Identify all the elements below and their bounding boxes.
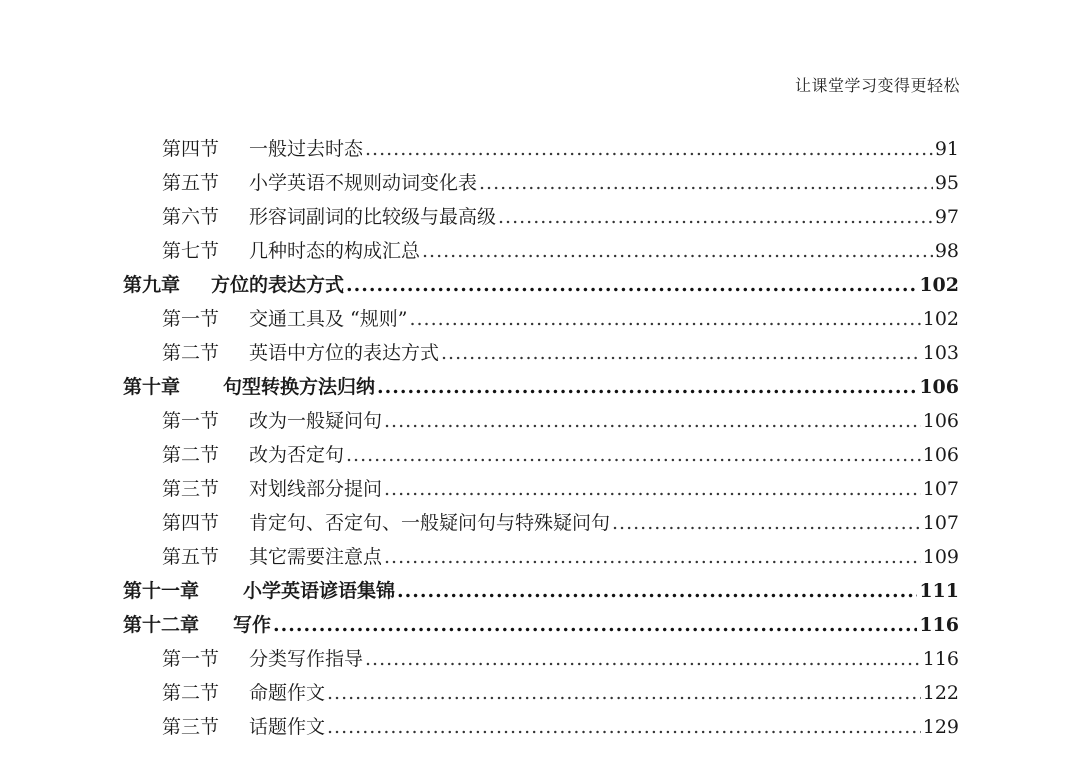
toc-entry-title: 英语中方位的表达方式 xyxy=(249,342,440,364)
toc-entry-page: 95 xyxy=(934,172,959,194)
toc-dot-leader xyxy=(384,540,921,574)
toc-entry xyxy=(162,710,959,744)
toc-entry-page: 98 xyxy=(934,240,959,262)
toc-dot-leader xyxy=(365,642,921,676)
toc-entry-title: 话题作文 xyxy=(249,716,326,738)
toc-dot-leader xyxy=(377,370,917,404)
toc-entry-title: 交通工具及 “规则” xyxy=(249,308,408,330)
toc-dot-leader xyxy=(327,676,921,710)
toc-dot-leader xyxy=(346,268,917,302)
toc-dot-leader xyxy=(422,234,933,268)
toc-entry xyxy=(162,200,959,234)
toc-entry-label: 第一节 xyxy=(162,410,220,432)
toc-dot-leader xyxy=(384,472,921,506)
toc-dot-leader xyxy=(327,710,921,744)
toc-entry-label: 第二节 xyxy=(162,444,220,466)
toc-entry-label: 第二节 xyxy=(162,342,220,364)
toc-entry-label: 第十一章 xyxy=(123,580,200,602)
toc-entry-label: 第三节 xyxy=(162,716,220,738)
toc-entry-page: 91 xyxy=(934,138,959,160)
toc-entry-label: 第五节 xyxy=(162,546,220,568)
toc-entry-page: 103 xyxy=(922,342,959,364)
toc-chapter-entry xyxy=(123,370,959,404)
toc-entry-label: 第一节 xyxy=(162,648,220,670)
toc-entry-label: 第七节 xyxy=(162,240,220,262)
toc-entry-title: 对划线部分提问 xyxy=(249,478,383,500)
toc-chapter-entry xyxy=(123,268,959,302)
toc-dot-leader xyxy=(498,200,933,234)
toc-entry-label: 第十章 xyxy=(123,376,181,398)
toc-entry xyxy=(162,506,959,540)
toc-entry-title: 小学英语谚语集锦 xyxy=(243,580,396,602)
toc-entry xyxy=(162,302,959,336)
toc-entry-title: 方位的表达方式 xyxy=(211,274,345,296)
toc-entry-label: 第三节 xyxy=(162,478,220,500)
toc-entry-title: 命题作文 xyxy=(249,682,326,704)
toc-entry xyxy=(162,676,959,710)
toc-dot-leader xyxy=(409,302,920,336)
toc-dot-leader xyxy=(397,574,917,608)
toc-entry-label: 第四节 xyxy=(162,512,220,534)
toc-entry xyxy=(162,540,959,574)
page-header-slogan: 让课堂学习变得更轻松 xyxy=(794,76,960,95)
toc-entry-page: 106 xyxy=(922,444,959,466)
toc-dot-leader xyxy=(384,404,921,438)
toc-entry-title: 分类写作指导 xyxy=(249,648,364,670)
toc-entry-page: 106 xyxy=(922,410,959,432)
toc-entry-title: 写作 xyxy=(233,614,272,636)
toc-entry xyxy=(162,404,959,438)
toc-entry-page: 97 xyxy=(934,206,959,228)
toc-entry-label: 第一节 xyxy=(162,308,220,330)
toc-entry xyxy=(162,642,959,676)
toc-chapter-entry xyxy=(123,574,959,608)
toc-dot-leader xyxy=(612,506,921,540)
toc-entry-label: 第九章 xyxy=(123,274,181,296)
toc-entry-label: 第四节 xyxy=(162,138,220,160)
toc-entry-page: 116 xyxy=(919,614,959,636)
toc-entry xyxy=(162,336,959,370)
toc-entry-title: 句型转换方法归纳 xyxy=(223,376,376,398)
toc-entry xyxy=(162,132,959,166)
toc-entry-label: 第六节 xyxy=(162,206,220,228)
toc-entry-page: 107 xyxy=(922,478,959,500)
toc-entry-title: 形容词副词的比较级与最高级 xyxy=(249,206,497,228)
toc-dot-leader xyxy=(479,166,933,200)
toc-dot-leader xyxy=(365,132,933,166)
toc-entry-page: 102 xyxy=(919,274,959,296)
toc-entry-page: 111 xyxy=(919,580,959,602)
toc-entry-page: 129 xyxy=(922,716,959,738)
toc-entry-page: 122 xyxy=(922,682,959,704)
toc-entry-page: 102 xyxy=(922,308,959,330)
toc-entry-page: 107 xyxy=(922,512,959,534)
toc-entry-page: 116 xyxy=(922,648,959,670)
toc-entry-label: 第十二章 xyxy=(123,614,200,636)
toc-entry-label: 第五节 xyxy=(162,172,220,194)
toc-entry-page: 109 xyxy=(922,546,959,568)
toc-entry-title: 几种时态的构成汇总 xyxy=(249,240,421,262)
toc-chapter-entry xyxy=(123,608,959,642)
toc-dot-leader xyxy=(441,336,921,370)
toc-entry xyxy=(162,234,959,268)
toc-entry-title: 一般过去时态 xyxy=(249,138,364,160)
toc-entry xyxy=(162,166,959,200)
toc-entry-page: 106 xyxy=(919,376,959,398)
toc-dot-leader xyxy=(346,438,921,472)
toc-dot-leader xyxy=(273,608,917,642)
toc-entry-label: 第二节 xyxy=(162,682,220,704)
toc-entry-title: 肯定句、否定句、一般疑问句与特殊疑问句 xyxy=(249,512,611,534)
toc-entry-title: 其它需要注意点 xyxy=(249,546,383,568)
toc-entry-title: 改为否定句 xyxy=(249,444,345,466)
toc-entry xyxy=(162,438,959,472)
toc-entry-title: 小学英语不规则动词变化表 xyxy=(249,172,478,194)
toc-entry xyxy=(162,472,959,506)
toc-entry-title: 改为一般疑问句 xyxy=(249,410,383,432)
